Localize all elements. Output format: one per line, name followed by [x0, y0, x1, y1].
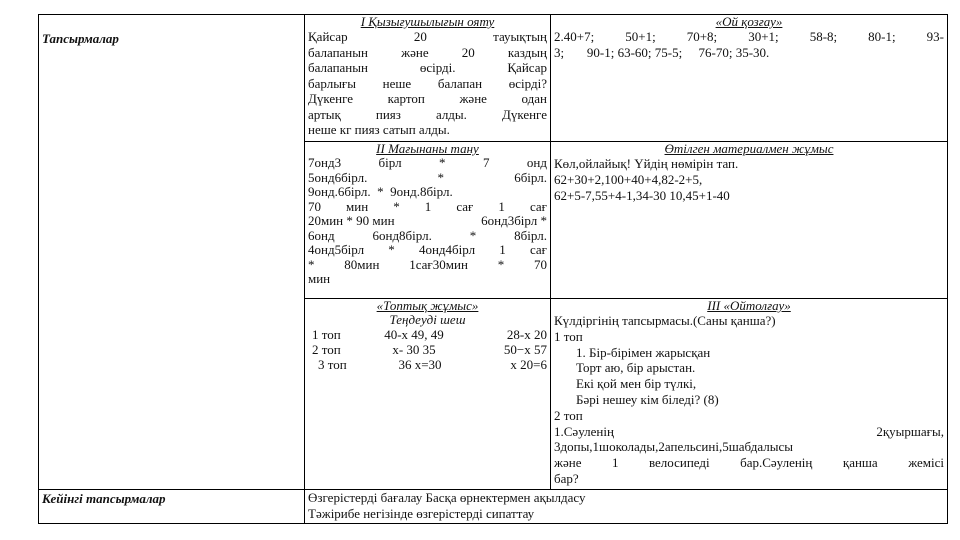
text-line: Күлдіргінің тапсырмасы.(Саны қанша?) — [554, 313, 776, 328]
past-material-title: Өтілген материалмен жұмыс — [664, 141, 834, 156]
past-material-cell — [551, 142, 948, 299]
section2-text — [305, 156, 550, 287]
oi-qozgau-title: «Ой қозғау» — [715, 14, 783, 29]
next-label-cell — [39, 490, 305, 524]
group-row: 3 топ 36 х=30 х 20=6 — [318, 357, 547, 372]
section2-title: II Мағынаны тану — [376, 141, 479, 156]
section2-cell — [305, 142, 551, 299]
text-line: 2.40+7; 50+1; 70+8; 30+1; 58-8; 80-1; 93- — [554, 29, 944, 44]
text-line: 2 топ — [554, 407, 583, 423]
pair-work-cell — [305, 299, 551, 490]
reflection-title: III «Ойтолғау» — [707, 298, 791, 313]
text-line: 62+30+2,100+40+4,82-2+5, — [554, 172, 703, 187]
text-line: бар? — [554, 470, 579, 486]
lesson-plan-table — [38, 14, 948, 524]
text-line: және 1 велосипеді бар.Сәуленің қанша жемісі — [554, 455, 944, 471]
reflection-text — [551, 313, 947, 487]
past-material-text — [551, 156, 947, 204]
section1-text — [305, 29, 550, 138]
text-line: мин — [308, 271, 331, 286]
tasks-label: Тапсырмалар — [42, 31, 119, 46]
text-line: Торт аю, бір арыстан. — [576, 360, 696, 376]
next-tasks-text — [305, 490, 947, 521]
tasks-label-cell — [39, 15, 305, 490]
text-line: 6онд 6онд8бірл. * 8бірл. — [308, 227, 547, 243]
text-line: 1 топ — [554, 328, 583, 344]
text-line: Тәжірибе негізінде өзгерістерді сипаттау — [308, 505, 535, 521]
text-line: * 80мин 1сағ30мин * 70 — [308, 256, 547, 272]
table-row — [39, 490, 948, 524]
pair-work-title: «Топтық жұмыс» — [376, 298, 479, 313]
pair-work-groups — [305, 327, 550, 372]
text-line: 70 мин * 1 сағ 1 сағ — [308, 198, 547, 214]
text-line: 9онд.6бірл. * 9онд.8бірл. — [308, 184, 453, 199]
next-tasks-label: Кейінгі тапсырмалар — [42, 491, 166, 506]
text-line: барлығы неше балапан өсірді? — [308, 75, 547, 91]
section1-title: I Қызығушылығын ояту — [360, 14, 495, 29]
text-line: артық пияз алды. Дүкенге — [308, 106, 547, 122]
oi-qozgau-cell — [551, 15, 948, 142]
text-line: Екі қой мен бір түлкі, — [576, 376, 697, 392]
text-line: балапанын және 20 каздың — [308, 44, 547, 60]
table-row — [39, 15, 948, 142]
group-row: 1 топ 40-х 49, 49 28-х 20 — [312, 327, 547, 342]
text-line: 3; 90-1; 63-60; 75-5; 76-70; 35-30. — [554, 44, 770, 60]
text-line: Дүкенге картоп және одан — [308, 91, 547, 106]
text-line: неше кг пияз сатып алды. — [308, 122, 450, 137]
text-line: 1. Бір-бірімен жарысқан — [576, 344, 711, 360]
group-row: 2 топ х- 30 35 50−х 57 — [312, 342, 547, 357]
oi-qozgau-text — [551, 29, 947, 60]
text-line: Қайсар 20 тауықтың — [308, 29, 547, 44]
section1-cell — [305, 15, 551, 142]
text-line: 7онд3 бірл * 7 онд — [308, 155, 547, 170]
pair-work-subtitle: Теңдеуді шеш — [389, 312, 466, 327]
text-line: Өзгерістерді бағалау Басқа өрнектермен ақылдасу — [308, 490, 586, 505]
text-line: Көл,ойлайық! Үйдің нөмірін тап. — [554, 156, 739, 171]
next-tasks-cell — [305, 490, 948, 524]
text-line: 20мин * 90 мин 6онд3бірл * — [308, 213, 547, 228]
text-line: 5онд6бірл. * 6бірл. — [308, 169, 547, 185]
text-line: балапанын өсірді. Қайсар — [308, 60, 547, 75]
text-line: 4онд5бірл * 4онд4бірл 1 сағ — [308, 242, 547, 257]
text-line: 62+5-7,55+4-1,34-30 10,45+1-40 — [554, 188, 730, 203]
text-line: Бәрі нешеу кім біледі? (8) — [576, 391, 719, 407]
text-line: 3допы,1шоколады,2апельсині,5шабдалысы — [554, 439, 793, 455]
text-line: 1.Сәуленің 2қуыршағы, — [554, 423, 944, 439]
reflection-cell — [551, 299, 948, 490]
